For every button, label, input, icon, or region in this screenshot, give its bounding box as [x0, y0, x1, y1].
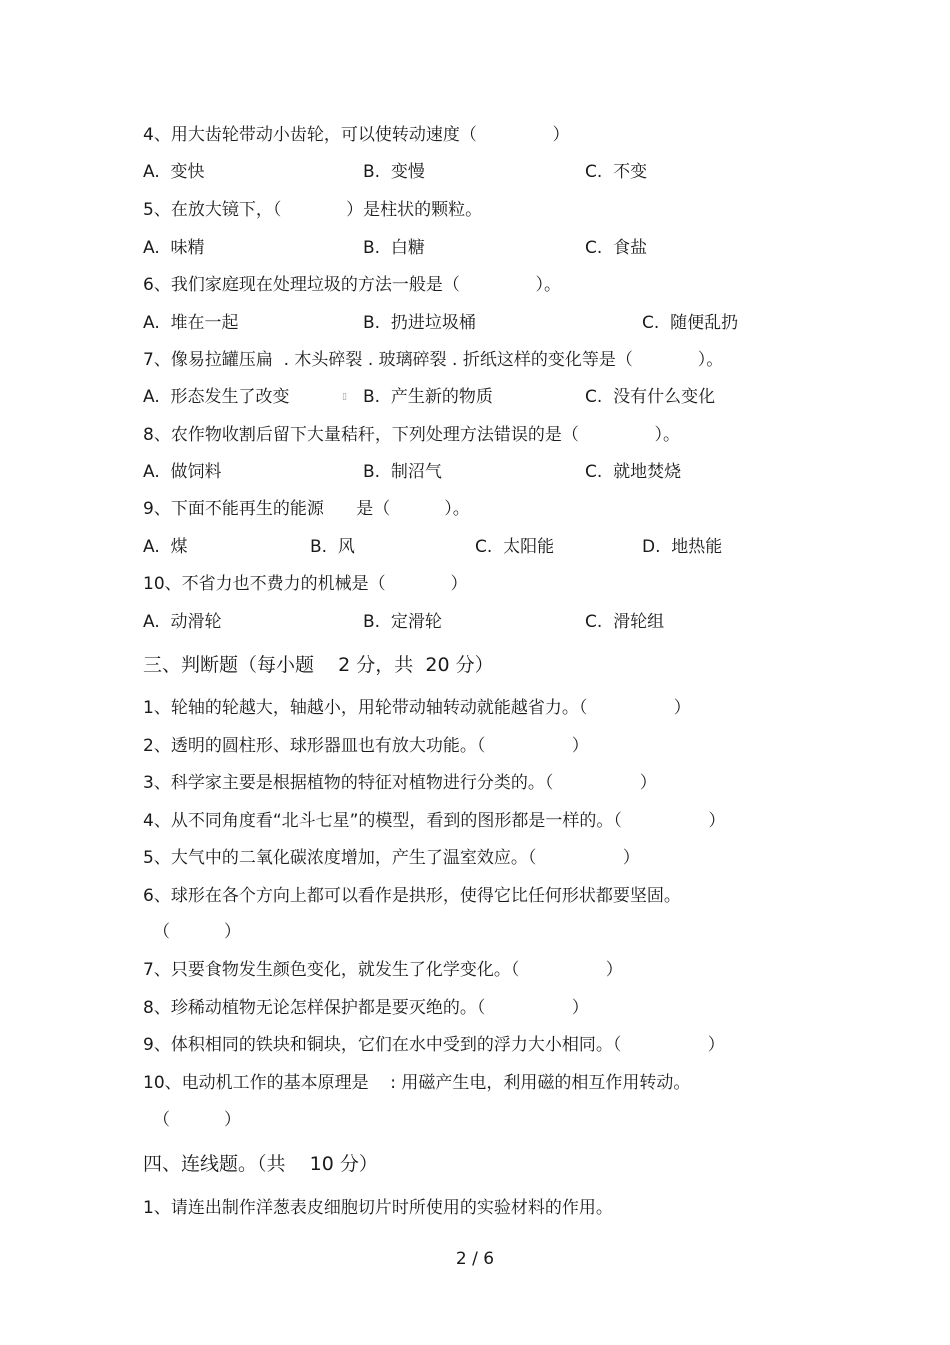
- option-9a: A. 煤: [143, 537, 188, 557]
- option-5b: B. 白糖: [363, 238, 425, 258]
- judgment-6: 6、球形在各个方向上都可以看作是拱形，使得它比任何形状都要坚固。: [143, 886, 681, 906]
- option-5a: A. 味精: [143, 238, 205, 258]
- question-5: 5、在放大镜下，（ ）是柱状的颗粒。: [143, 200, 483, 220]
- judgment-10-blank: （ ）: [153, 1110, 242, 1130]
- judgment-1: 1、轮轴的轮越大，轴越小，用轮带动轴转动就能越省力。（ ）: [143, 698, 691, 718]
- option-5c: C. 食盐: [585, 238, 648, 258]
- judgment-8: 8、珍稀动植物无论怎样保护都是要灭绝的。（ ）: [143, 998, 589, 1018]
- judgment-4: 4、从不同角度看“北斗七星”的模型，看到的图形都是一样的。（ ）: [143, 811, 726, 831]
- option-4a: A. 变快: [143, 162, 205, 182]
- question-8: 8、农作物收割后留下大量秸秆，下列处理方法错误的是（ ）。: [143, 425, 680, 445]
- option-9c: C. 太阳能: [475, 537, 555, 557]
- page-number: 2 / 6: [455, 1249, 495, 1269]
- option-9d: D. 地热能: [642, 537, 723, 557]
- question-9: 9、下面不能再生的能源 是（ ）。: [143, 499, 470, 519]
- question-7: 7、像易拉罐压扁 . 木头碎裂 . 玻璃碎裂 . 折纸这样的变化等是（ ）。: [143, 350, 724, 370]
- option-8a: A. 做饲料: [143, 462, 222, 482]
- option-10b: B. 定滑轮: [363, 612, 442, 632]
- section-4-question-1: 1、请连出制作洋葱表皮细胞切片时所使用的实验材料的作用。: [143, 1198, 613, 1218]
- option-4c: C. 不变: [585, 162, 648, 182]
- option-9b: B. 风: [310, 537, 355, 557]
- option-4b: B. 变慢: [363, 162, 425, 182]
- judgment-3: 3、科学家主要是根据植物的特征对植物进行分类的。（ ）: [143, 773, 657, 793]
- stray-dot: ▯: [342, 392, 347, 402]
- section-4-title: 四、连线题。（共 10 分）: [143, 1153, 378, 1175]
- section-3-title: 三、判断题（每小题 2 分，共 20 分）: [143, 654, 494, 676]
- option-7c: C. 没有什么变化: [585, 387, 716, 407]
- option-6c: C. 随便乱扔: [642, 313, 739, 333]
- option-10c: C. 滑轮组: [585, 612, 665, 632]
- question-10: 10、不省力也不费力的机械是（ ）: [143, 574, 468, 594]
- question-6: 6、我们家庭现在处理垃圾的方法一般是（ ）。: [143, 275, 561, 295]
- judgment-9: 9、体积相同的铁块和铜块，它们在水中受到的浮力大小相同。（ ）: [143, 1035, 725, 1055]
- option-6b: B. 扔进垃圾桶: [363, 313, 476, 333]
- option-6a: A. 堆在一起: [143, 313, 239, 333]
- judgment-10: 10、电动机工作的基本原理是 : 用磁产生电，利用磁的相互作用转动。: [143, 1073, 691, 1093]
- question-4: 4、用大齿轮带动小齿轮，可以使转动速度（ ）: [143, 125, 570, 145]
- judgment-2: 2、透明的圆柱形、球形器皿也有放大功能。（ ）: [143, 736, 589, 756]
- option-7a: A. 形态发生了改变: [143, 387, 290, 407]
- judgment-6-blank: （ ）: [153, 922, 242, 942]
- judgment-5: 5、大气中的二氧化碳浓度增加，产生了温室效应。（ ）: [143, 848, 640, 868]
- option-8b: B. 制沼气: [363, 462, 442, 482]
- option-8c: C. 就地焚烧: [585, 462, 682, 482]
- judgment-7: 7、只要食物发生颜色变化，就发生了化学变化。（ ）: [143, 960, 623, 980]
- option-10a: A. 动滑轮: [143, 612, 222, 632]
- option-7b: B. 产生新的物质: [363, 387, 493, 407]
